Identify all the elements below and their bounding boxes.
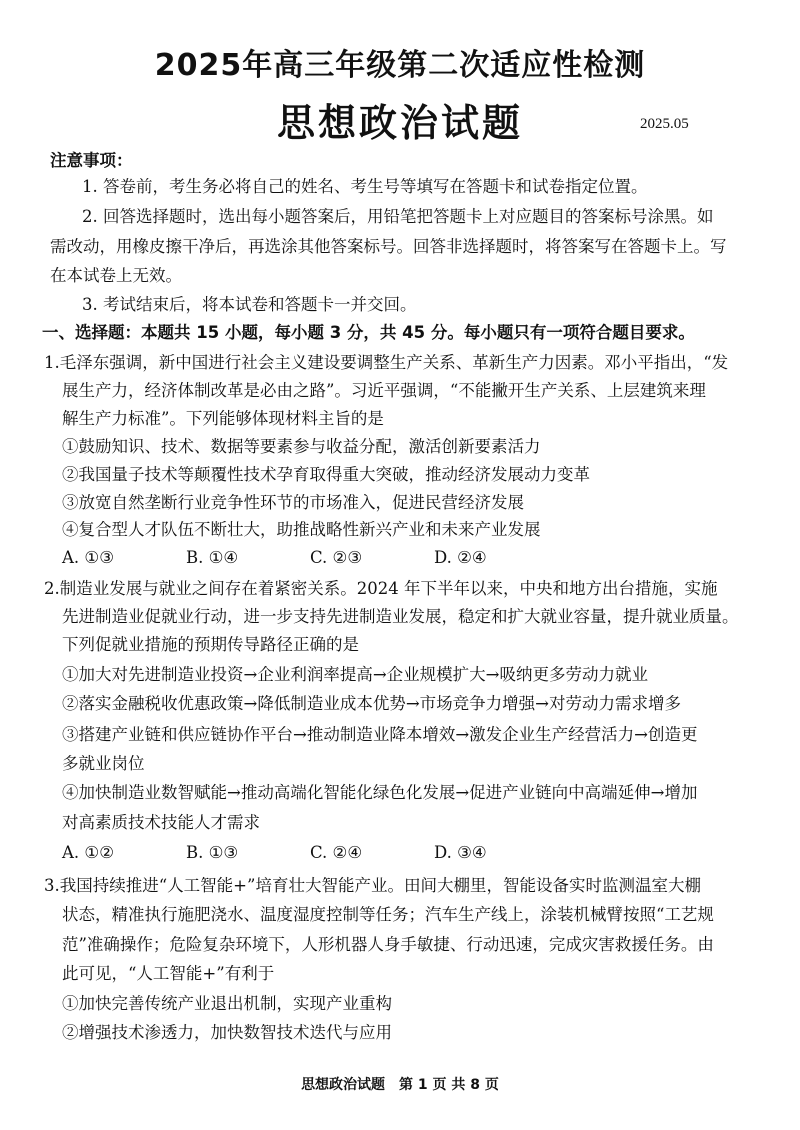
q3-stem-1: 3.我国持续推进“人工智能+”培育壮大智能产业。田间大棚里，智能设备实时监测温室大棚 bbox=[44, 876, 701, 895]
q2-statement-4: ④加快制造业数智赋能→推动高端化智能化绿色化发展→促进产业链向中高端延伸→增加 bbox=[62, 783, 698, 802]
q1-statement-1: ①鼓励知识、技术、数据等要素参与收益分配，激活创新要素活力 bbox=[62, 437, 541, 456]
q2-statement-3-cont: 多就业岗位 bbox=[62, 754, 145, 773]
q2-option-d[interactable]: D. ③④ bbox=[434, 843, 487, 862]
q1-option-c[interactable]: C. ②③ bbox=[310, 548, 363, 567]
q2-statement-2: ②落实金融税收优惠政策→降低制造业成本优势→市场竞争力增强→对劳动力需求增多 bbox=[62, 694, 681, 713]
q2-statement-1: ①加大对先进制造业投资→企业利润率提高→企业规模扩大→吸纳更多劳动力就业 bbox=[62, 665, 648, 684]
q1-statement-3: ③放宽自然垄断行业竞争性环节的市场准入，促进民营经济发展 bbox=[62, 493, 524, 512]
q2-options bbox=[62, 842, 558, 864]
q1-option-a[interactable]: A. ①③ bbox=[62, 548, 114, 567]
q1-stem-2: 展生产力，经济体制改革是必由之路”。习近平强调，“不能撇开生产关系、上层建筑来理 bbox=[62, 381, 706, 400]
q2-statement-3: ③搭建产业链和供应链协作平台→推动制造业降本增效→激发企业生产经营活力→创造更 bbox=[62, 725, 698, 744]
page-footer: 思想政治试题 第 1 页 共 8 页 bbox=[301, 1077, 499, 1093]
q2-stem-2: 先进制造业促就业行动，进一步支持先进制造业发展，稳定和扩大就业容量，提升就业质量。 bbox=[62, 607, 739, 626]
q3-stem-2: 状态，精准执行施肥浇水、温度湿度控制等任务；汽车生产线上，涂装机械臂按照“工艺规 bbox=[62, 905, 714, 924]
q3-stem-3: 范”准确操作；危险复杂环境下，人形机器人身手敏捷、行动迅速，完成灾害救援任务。由 bbox=[62, 935, 714, 954]
q1-stem-1: 1.毛泽东强调，新中国进行社会主义建设要调整生产关系、革新生产力因素。邓小平指出，“发 bbox=[44, 353, 729, 372]
notice-item-3: 3. 考试结束后，将本试卷和答题卡一并交回。 bbox=[82, 295, 417, 314]
q2-option-c[interactable]: C. ②④ bbox=[310, 843, 363, 862]
notice-item-2-cont2: 在本试卷上无效。 bbox=[50, 266, 182, 285]
exam-title: 2025年高三年级第二次适应性检测 bbox=[154, 48, 646, 83]
q1-stem-3: 解生产力标准”。下列能够体现材料主旨的是 bbox=[62, 409, 384, 428]
q1-option-d[interactable]: D. ②④ bbox=[434, 548, 487, 567]
notice-heading: 注意事项： bbox=[50, 151, 133, 170]
section-heading: 一、选择题：本题共 15 小题，每小题 3 分，共 45 分。每小题只有一项符合题目要求。 bbox=[42, 323, 695, 342]
notice-item-2: 2. 回答选择题时，选出每小题答案后，用铅笔把答题卡上对应题目的答案标号涂黑。如 bbox=[82, 207, 714, 226]
q3-statement-2: ②增强技术渗透力，加快数智技术迭代与应用 bbox=[62, 1023, 392, 1042]
q2-statement-4-cont: 对高素质技术技能人才需求 bbox=[62, 813, 260, 832]
q2-stem-3: 下列促就业措施的预期传导路径正确的是 bbox=[62, 635, 359, 654]
q3-statement-1: ①加快完善传统产业退出机制，实现产业重构 bbox=[62, 994, 392, 1013]
q3-stem-4: 此可见，“人工智能+”有利于 bbox=[62, 964, 275, 983]
q1-statement-4: ④复合型人才队伍不断壮大，助推战略性新兴产业和未来产业发展 bbox=[62, 520, 541, 539]
q1-options bbox=[62, 547, 558, 569]
exam-date: 2025.05 bbox=[640, 116, 689, 132]
notice-item-1: 1. 答卷前，考生务必将自己的姓名、考生号等填写在答题卡和试卷指定位置。 bbox=[82, 177, 648, 196]
q1-statement-2: ②我国量子技术等颠覆性技术孕育取得重大突破，推动经济发展动力变革 bbox=[62, 465, 590, 484]
q2-stem-1: 2.制造业发展与就业之间存在着紧密关系。2024 年下半年以来，中央和地方出台措施，实施 bbox=[44, 579, 718, 598]
q1-option-b[interactable]: B. ①④ bbox=[186, 548, 239, 567]
q2-option-a[interactable]: A. ①② bbox=[62, 843, 114, 862]
q2-option-b[interactable]: B. ①③ bbox=[186, 843, 239, 862]
subject-title: 思想政治试题 bbox=[276, 101, 523, 145]
notice-item-2-cont: 需改动，用橡皮擦干净后，再选涂其他答案标号。回答非选择题时，将答案写在答题卡上。写 bbox=[50, 237, 727, 256]
